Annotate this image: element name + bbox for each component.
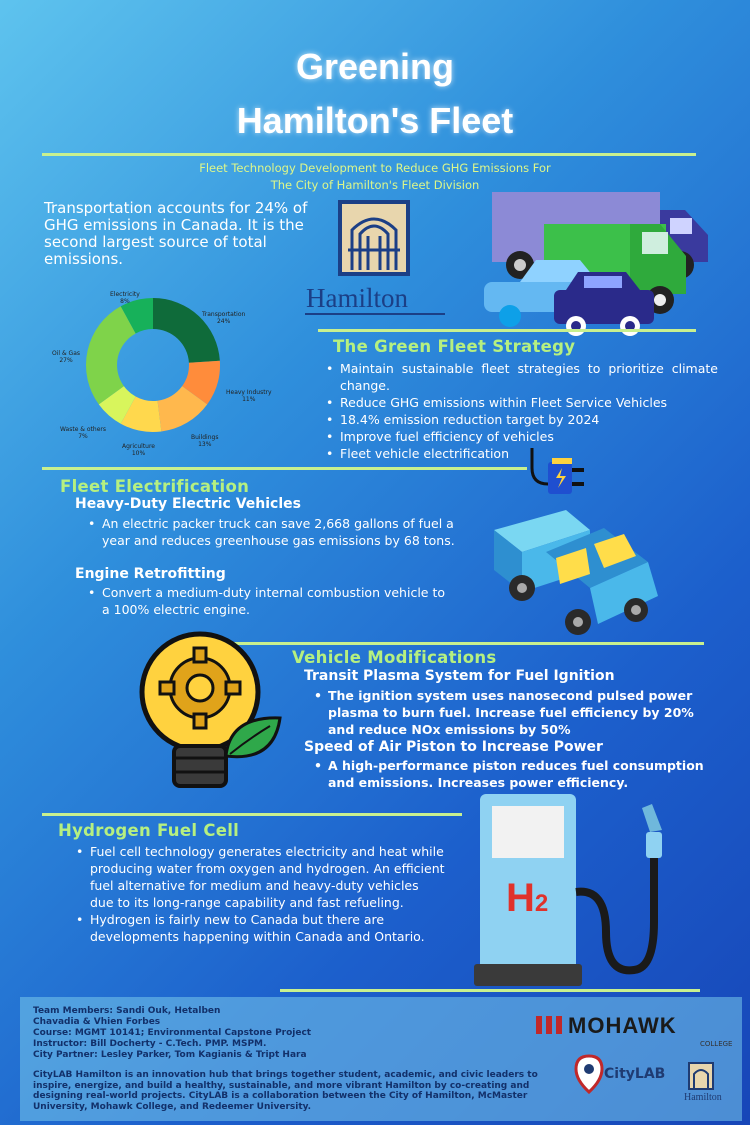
- hamilton-crest-icon: [338, 200, 410, 276]
- list-item: • A high-performance piston reduces fuel consumption and emissions. Increases power efficiency.: [314, 757, 714, 791]
- hydrogen-list: [76, 843, 446, 945]
- list-item: • Fleet vehicle electrification: [326, 445, 718, 462]
- modifications-list-2: [314, 757, 714, 791]
- vehicles-illustration: [480, 190, 720, 340]
- donut-slice-transportation: [153, 298, 220, 363]
- title-line-1: Greening: [295, 46, 455, 87]
- citylab-logo: CityLAB: [604, 1066, 666, 1082]
- list-item: • Reduce GHG emissions within Fleet Service Vehicles: [326, 394, 718, 411]
- list-item: • Maintain sustainable fleet strategies to prioritize climate change.: [326, 360, 718, 394]
- list-item: • An electric packer truck can save 2,668 gallons of fuel a year and reduces greenhouse gas emissions by 68 tons.: [88, 515, 478, 549]
- subtitle-line-2: The City of Hamilton's Fleet Division: [270, 178, 480, 192]
- label-electricity: Electricity 8%: [110, 291, 140, 305]
- list-item: • Hydrogen is fairly new to Canada but there are developments happening within Canada and Ontario.: [76, 911, 446, 945]
- electrification-divider: [42, 467, 527, 470]
- hamilton-small-crest-icon: [688, 1062, 714, 1090]
- hamilton-logo-text: Hamilton: [306, 283, 408, 313]
- electrification-list-2: [88, 584, 448, 618]
- citylab-pin-icon: [574, 1054, 604, 1094]
- label-heavy-industry: Heavy Industry 11%: [226, 389, 272, 403]
- electrification-sub2: Engine Retrofitting: [75, 566, 226, 582]
- plug-icon: [526, 448, 586, 500]
- list-item: • Improve fuel efficiency of vehicles: [326, 428, 718, 445]
- electric-truck-illustration: [486, 500, 666, 640]
- electrification-title: Fleet Electrification: [60, 477, 250, 496]
- label-buildings: Buildings 13%: [191, 434, 219, 448]
- hamilton-logo-underline: [305, 313, 445, 315]
- intro-text: Transportation accounts for 24% of GHG emissions in Canada. It is the second largest source of total emissions.: [44, 199, 308, 268]
- list-item: • The ignition system uses nanosecond pulsed power plasma to burn fuel. Increase fuel efficiency by 20% and reduce NOx emissions by 50%: [314, 687, 714, 738]
- mohawk-logo: MOHAWK: [568, 1013, 677, 1038]
- list-item: • 18.4% emission reduction target by 2024: [326, 411, 718, 428]
- list-item: • Fuel cell technology generates electricity and heat while producing water from oxygen and hydrogen. An efficient fuel alternative for medium and heavy-duty vehicles due to its long-range capability and fast refueling.: [76, 843, 446, 911]
- mohawk-college-label: COLLEGE: [700, 1040, 733, 1048]
- h2-label: H2: [506, 876, 549, 920]
- modifications-title: Vehicle Modifications: [292, 648, 497, 667]
- label-agriculture: Agriculture 10%: [122, 443, 155, 457]
- hydrogen-divider: [42, 813, 462, 816]
- page-title: [0, 40, 750, 148]
- green-fleet-title: The Green Fleet Strategy: [333, 337, 576, 356]
- label-waste: Waste & others 7%: [60, 426, 106, 440]
- lightbulb-gear-leaf-illustration: [130, 626, 290, 794]
- modifications-list-1: [314, 687, 714, 738]
- donut-slice-oil-gas: [86, 306, 136, 404]
- footer-description: CityLAB Hamilton is an innovation hub that brings together student, academic, and civic leaders to inspire, energize, and build a healthy, sustainable, and more vibrant Hamilton by co-creating and designing real-world projects. CityLAB is a collaboration between the City of Hamilton, McMaster University, Mohawk College, and Redeemer University.: [33, 1070, 538, 1112]
- subtitle: [0, 160, 750, 194]
- label-oil-gas: Oil & Gas 27%: [52, 350, 81, 364]
- list-item: • Convert a medium-duty internal combustion vehicle to a 100% electric engine.: [88, 584, 448, 618]
- footer-credits: Team Members: Sandi Ouk, Hetalben Chavadia & Vhien Forbes Course: MGMT 10141; Environmental Capstone Project Instructor: Bill Docherty - C.Tech. PMP. MSPM. City Partner: Lesley Parker, Tom Kagianis & Tript Hara: [33, 1006, 312, 1060]
- green-fleet-divider: [318, 329, 696, 332]
- green-fleet-list: [326, 360, 718, 462]
- subtitle-line-1: Fleet Technology Development to Reduce GHG Emissions For: [199, 161, 551, 175]
- electrification-sub1: Heavy-Duty Electric Vehicles: [75, 496, 301, 512]
- modifications-sub2: Speed of Air Piston to Increase Power: [304, 739, 603, 755]
- hydrogen-title: Hydrogen Fuel Cell: [58, 821, 240, 840]
- modifications-sub1: Transit Plasma System for Fuel Ignition: [304, 668, 615, 684]
- mohawk-mark-icon: [536, 1016, 564, 1034]
- title-divider: [42, 153, 696, 156]
- title-line-2: Hamilton's Fleet: [236, 100, 514, 141]
- bottom-divider: [280, 989, 700, 992]
- hamilton-small-logo: Hamilton: [684, 1092, 722, 1103]
- hydrogen-pump-illustration: [470, 792, 670, 988]
- label-transportation: Transportation 24%: [202, 311, 246, 325]
- electrification-list-1: [88, 515, 478, 549]
